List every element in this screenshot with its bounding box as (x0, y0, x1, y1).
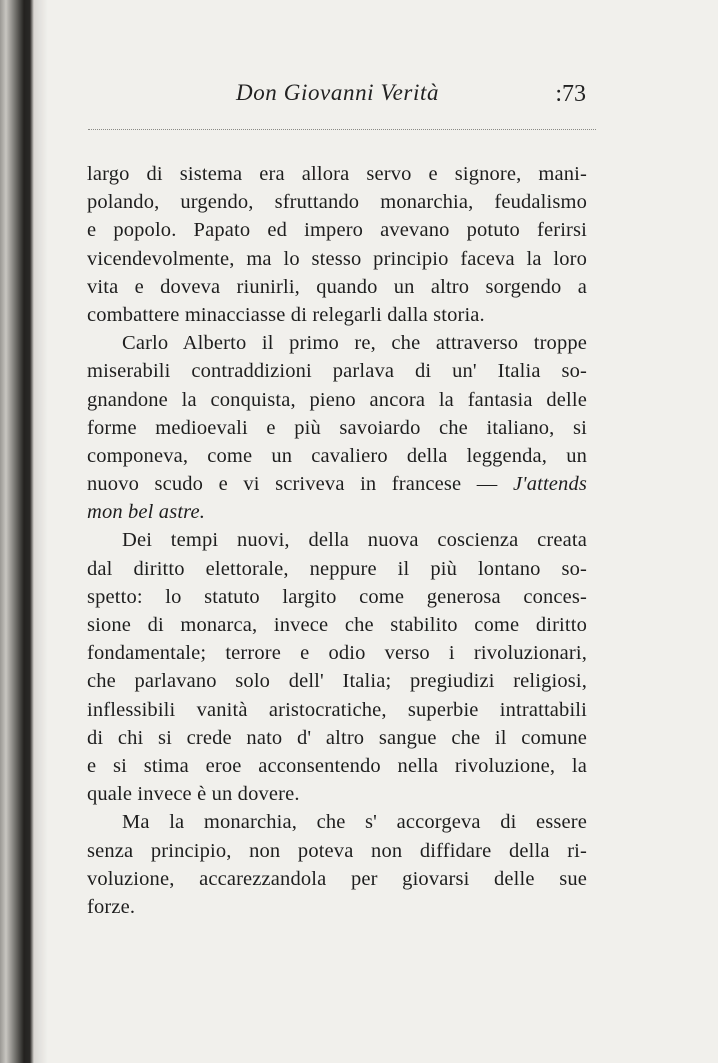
text-line: fondamentale; terrore e odio verso i rivoluzionari, (87, 642, 587, 665)
body-text (87, 160, 587, 921)
text-line: Ma la monarchia, che s' accorgeva di essere (122, 811, 587, 834)
text-line: sione di monarca, invece che stabilito come diritto (87, 614, 587, 636)
text-line-motto (87, 470, 587, 498)
text-line: voluzione, accarezzandola per giovarsi delle sue (87, 867, 587, 890)
text-line: quale invece è un dovere. (87, 783, 300, 806)
text-line: combattere minacciasse di relegarli dalla storia. (87, 303, 485, 326)
header-rule (88, 129, 596, 130)
text-line: e popolo. Papato ed impero avevano potuto ferirsi (87, 219, 587, 242)
text-line: componeva, come un cavaliero della leggenda, un (87, 444, 587, 467)
running-title: Don Giovanni Verità (236, 80, 440, 105)
motto-end: mon bel astre. (87, 501, 206, 524)
text-line: inflessibili vanità aristocratiche, superbie intrattabili (87, 698, 587, 721)
page-header (86, 80, 600, 114)
text-line: largo di sistema era allora servo e signore, mani- (87, 163, 587, 185)
text-line: vicendevolmente, ma lo stesso principio faceva la loro (87, 247, 587, 270)
text-line: Dei tempi nuovi, della nuova coscienza creata (122, 529, 587, 552)
text-line: polando, urgendo, sfruttando monarchia, feudalismo (87, 191, 587, 214)
text-line: dal diritto elettorale, neppure il più lontano so- (87, 557, 587, 580)
text-line: Carlo Alberto il primo re, che attraverso troppe (122, 332, 587, 355)
text-line: gnandone la conquista, pieno ancora la fantasia delle (87, 388, 587, 411)
text-line: forme medioevali e più savoiardo che italiano, si (87, 416, 587, 439)
page-number: :73 (555, 81, 586, 107)
text-line: e si stima eroe acconsentendo nella rivoluzione, la (87, 754, 587, 777)
text-line: miserabili contraddizioni parlava di un' Italia so- (87, 360, 587, 383)
text-line: di chi si crede nato d' altro sangue che il comune (87, 726, 587, 749)
text-line: senza principio, non poteva non diffidare della ri- (87, 839, 587, 862)
motto-prefix: nuovo scudo e vi scriveva in francese — (87, 473, 513, 496)
text-line: vita e doveva riunirli, quando un altro sorgendo a (87, 275, 587, 298)
text-line: forze. (87, 895, 136, 918)
motto-italic: J'attends (512, 473, 587, 496)
text-line: spetto: lo statuto largito come generosa conces- (87, 585, 587, 608)
text-line: che parlavano solo dell' Italia; pregiudizi religiosi, (87, 670, 587, 693)
